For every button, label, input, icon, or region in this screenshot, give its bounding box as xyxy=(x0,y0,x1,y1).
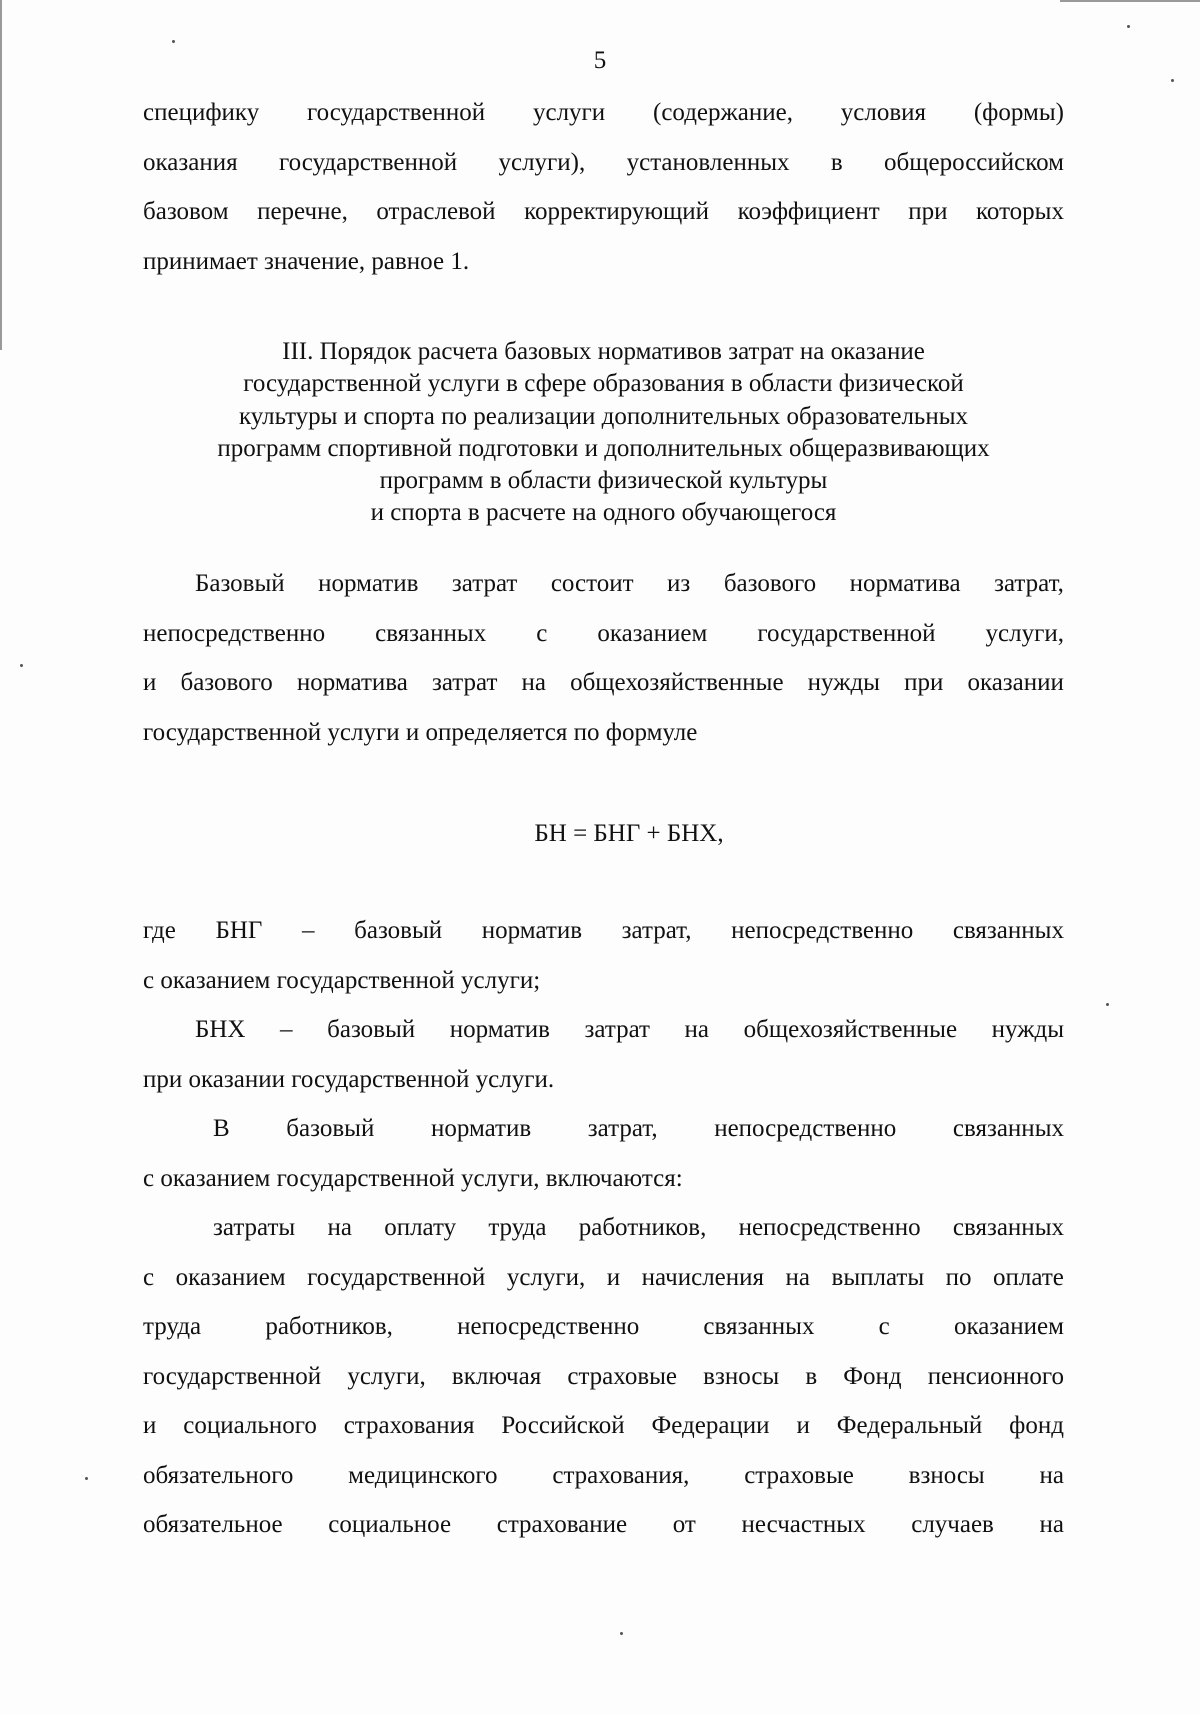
text-line xyxy=(143,1104,1064,1154)
scan-speck xyxy=(1127,25,1130,28)
word: Федеральный xyxy=(836,1412,983,1439)
word: общехозяйственные xyxy=(743,1016,958,1043)
word: и xyxy=(796,1412,810,1439)
word: базовый xyxy=(354,917,443,944)
word: корректирующий xyxy=(524,198,710,225)
word: непосредственно xyxy=(143,619,326,647)
word: государственной xyxy=(278,148,458,176)
text-line xyxy=(143,1401,1064,1451)
word: затраты xyxy=(213,1214,296,1241)
word: выплаты xyxy=(831,1263,925,1291)
word: связанных xyxy=(952,917,1064,944)
word: социальное xyxy=(328,1511,452,1538)
word: Фонд xyxy=(843,1362,902,1390)
scan-speck xyxy=(1171,79,1174,82)
word: труда xyxy=(488,1214,547,1241)
word: медицинского xyxy=(348,1461,498,1489)
page-number: 5 xyxy=(593,47,607,74)
text-line xyxy=(143,1352,1064,1402)
word: на xyxy=(521,669,546,696)
text-line xyxy=(143,187,1064,237)
word: установленных xyxy=(626,148,790,176)
word: общероссийском xyxy=(884,148,1064,176)
word: оплату xyxy=(384,1214,457,1241)
text-line xyxy=(143,88,1064,138)
word: непосредственно xyxy=(731,917,914,944)
word: норматив xyxy=(430,1115,532,1142)
scan-speck xyxy=(1106,1003,1109,1006)
word: Базовый xyxy=(195,570,285,597)
word: услуги, xyxy=(347,1362,426,1390)
word: связанных xyxy=(703,1313,815,1340)
word: норматив xyxy=(449,1016,550,1043)
word: принимает значение, равное 1. xyxy=(143,247,470,275)
heading-line: программ спортивной подготовки и дополнительных общеразвивающих xyxy=(217,434,990,462)
word: услуги, xyxy=(506,1263,586,1291)
word: – xyxy=(280,1016,293,1043)
word: с xyxy=(143,1263,155,1291)
heading-line: программ в области физической культуры xyxy=(379,467,828,495)
word: оплате xyxy=(993,1263,1064,1291)
heading-line: и спорта в расчете на одного обучающегося xyxy=(370,499,837,527)
text-line xyxy=(143,609,1064,659)
word: базовый xyxy=(327,1016,416,1043)
word: затрат xyxy=(584,1016,650,1043)
scan-speck xyxy=(620,1632,623,1635)
word: затрат xyxy=(451,570,518,597)
word: условия xyxy=(840,99,927,126)
word: пенсионного xyxy=(927,1362,1064,1390)
word: включая xyxy=(451,1362,542,1390)
word: государственной xyxy=(143,1362,322,1390)
word: оказанием xyxy=(953,1313,1064,1340)
word: случаев xyxy=(911,1511,994,1538)
word: перечне, xyxy=(257,198,348,225)
heading-line: культуры и спорта по реализации дополнительных образовательных xyxy=(238,402,969,430)
word: БНГ xyxy=(215,917,263,944)
word: Федерации xyxy=(651,1412,770,1439)
word: где xyxy=(143,917,176,944)
word: затрат, xyxy=(994,570,1064,597)
word: непосредственно xyxy=(738,1214,921,1241)
word: непосредственно xyxy=(714,1115,897,1142)
word: на xyxy=(1039,1511,1064,1538)
scan-speck xyxy=(172,40,175,43)
word: по xyxy=(945,1263,972,1291)
word: страховые xyxy=(744,1461,854,1489)
word: государственной xyxy=(307,1263,486,1291)
word: и xyxy=(606,1263,621,1291)
text-line xyxy=(143,658,1064,708)
word: которых xyxy=(976,198,1064,225)
word: обязательного xyxy=(143,1461,294,1489)
text-line xyxy=(143,1005,1064,1055)
paragraph-5 xyxy=(143,1104,1064,1203)
word: и xyxy=(143,669,157,696)
word: на xyxy=(327,1214,352,1241)
word: нужды xyxy=(991,1016,1064,1043)
word: БНХ xyxy=(195,1016,246,1043)
word: нужды xyxy=(807,669,880,696)
word: работников, xyxy=(578,1214,707,1241)
word: базового xyxy=(180,669,273,696)
heading-line: государственной услуги в сфере образования в области физической xyxy=(243,370,964,398)
word: от xyxy=(672,1511,696,1538)
text-line xyxy=(143,1253,1064,1303)
text-line xyxy=(143,906,1064,956)
word: работников, xyxy=(265,1313,393,1340)
word: страхования xyxy=(343,1412,475,1439)
text-line xyxy=(143,1055,1064,1105)
word: начисления xyxy=(641,1263,765,1291)
word: общехозяйственные xyxy=(570,669,784,696)
word: на xyxy=(1039,1461,1064,1489)
word: связанных xyxy=(952,1214,1064,1241)
word: в xyxy=(830,148,843,176)
word: при xyxy=(908,198,948,225)
word: состоит xyxy=(550,570,634,597)
word: отраслевой xyxy=(376,198,496,225)
word: оказания xyxy=(143,148,238,176)
formula: БН = БНГ + БНХ, xyxy=(534,820,724,847)
word: обязательное xyxy=(143,1511,283,1538)
word: взносы xyxy=(908,1461,985,1489)
word: норматива xyxy=(296,669,408,696)
word: оказанием xyxy=(175,1263,286,1291)
word: базовый xyxy=(286,1115,375,1142)
word: услуги), xyxy=(498,148,586,176)
text-line xyxy=(143,1302,1064,1352)
word: (содержание, xyxy=(653,99,793,126)
word: связанных xyxy=(952,1115,1064,1142)
paragraph-6 xyxy=(143,1203,1064,1550)
word: с оказанием государственной услуги, включаются: xyxy=(143,1164,683,1192)
word: с xyxy=(536,619,548,647)
paragraph-1 xyxy=(143,88,1064,286)
word: государственной xyxy=(757,619,936,647)
paragraph-2 xyxy=(143,559,1064,757)
word: государственной услуги и определяется по формуле xyxy=(143,718,698,746)
text-line xyxy=(143,559,1064,609)
word: затрат xyxy=(431,669,498,696)
word: затрат, xyxy=(587,1115,658,1142)
word: при оказании государственной услуги. xyxy=(143,1065,555,1093)
word: услуги xyxy=(532,99,606,126)
word: с оказанием государственной услуги; xyxy=(143,966,541,994)
word: на xyxy=(684,1016,710,1043)
scan-speck xyxy=(20,664,23,667)
word: Российской xyxy=(501,1412,625,1439)
word: затрат, xyxy=(621,917,692,944)
word: В xyxy=(213,1115,230,1142)
word: – xyxy=(301,917,315,944)
word: фонд xyxy=(1009,1412,1064,1439)
word: социального xyxy=(183,1412,317,1439)
word: страхования, xyxy=(552,1461,690,1489)
word: услуги, xyxy=(985,619,1064,647)
word: связанных xyxy=(375,619,487,647)
text-line xyxy=(143,956,1064,1006)
word: с xyxy=(878,1313,890,1340)
scan-edge-top xyxy=(1060,0,1200,2)
heading-line: III. Порядок расчета базовых нормативов затрат на оказание xyxy=(282,338,925,365)
word: страховые xyxy=(567,1362,678,1390)
word: в xyxy=(805,1362,818,1390)
word: специфику xyxy=(143,99,260,126)
word: труда xyxy=(143,1313,202,1340)
text-line xyxy=(143,1500,1064,1550)
paragraph-3 xyxy=(143,906,1064,1005)
word: взносы xyxy=(703,1362,780,1390)
word: оказании xyxy=(967,669,1064,696)
scan-speck xyxy=(85,1477,88,1480)
word: при xyxy=(904,669,944,696)
text-line xyxy=(143,1154,1064,1204)
section-heading xyxy=(143,336,1064,530)
paragraph-4 xyxy=(143,1005,1064,1104)
word: норматив xyxy=(318,570,419,597)
word: несчастных xyxy=(741,1511,866,1538)
word: (формы) xyxy=(973,99,1064,126)
word: базового xyxy=(723,570,817,597)
word: из xyxy=(667,570,691,597)
text-line xyxy=(143,237,1064,287)
word: коэффициент xyxy=(737,198,880,225)
word: на xyxy=(785,1263,811,1291)
word: норматива xyxy=(849,570,961,597)
word: оказанием xyxy=(597,619,708,647)
word: государственной xyxy=(307,99,486,126)
text-line xyxy=(143,708,1064,758)
word: страхование xyxy=(496,1511,628,1538)
word: непосредственно xyxy=(457,1313,640,1340)
word: и xyxy=(143,1412,157,1439)
text-line xyxy=(143,1451,1064,1501)
text-line xyxy=(143,1203,1064,1253)
word: базовом xyxy=(143,198,229,225)
word: норматив xyxy=(481,917,583,944)
text-line xyxy=(143,138,1064,188)
